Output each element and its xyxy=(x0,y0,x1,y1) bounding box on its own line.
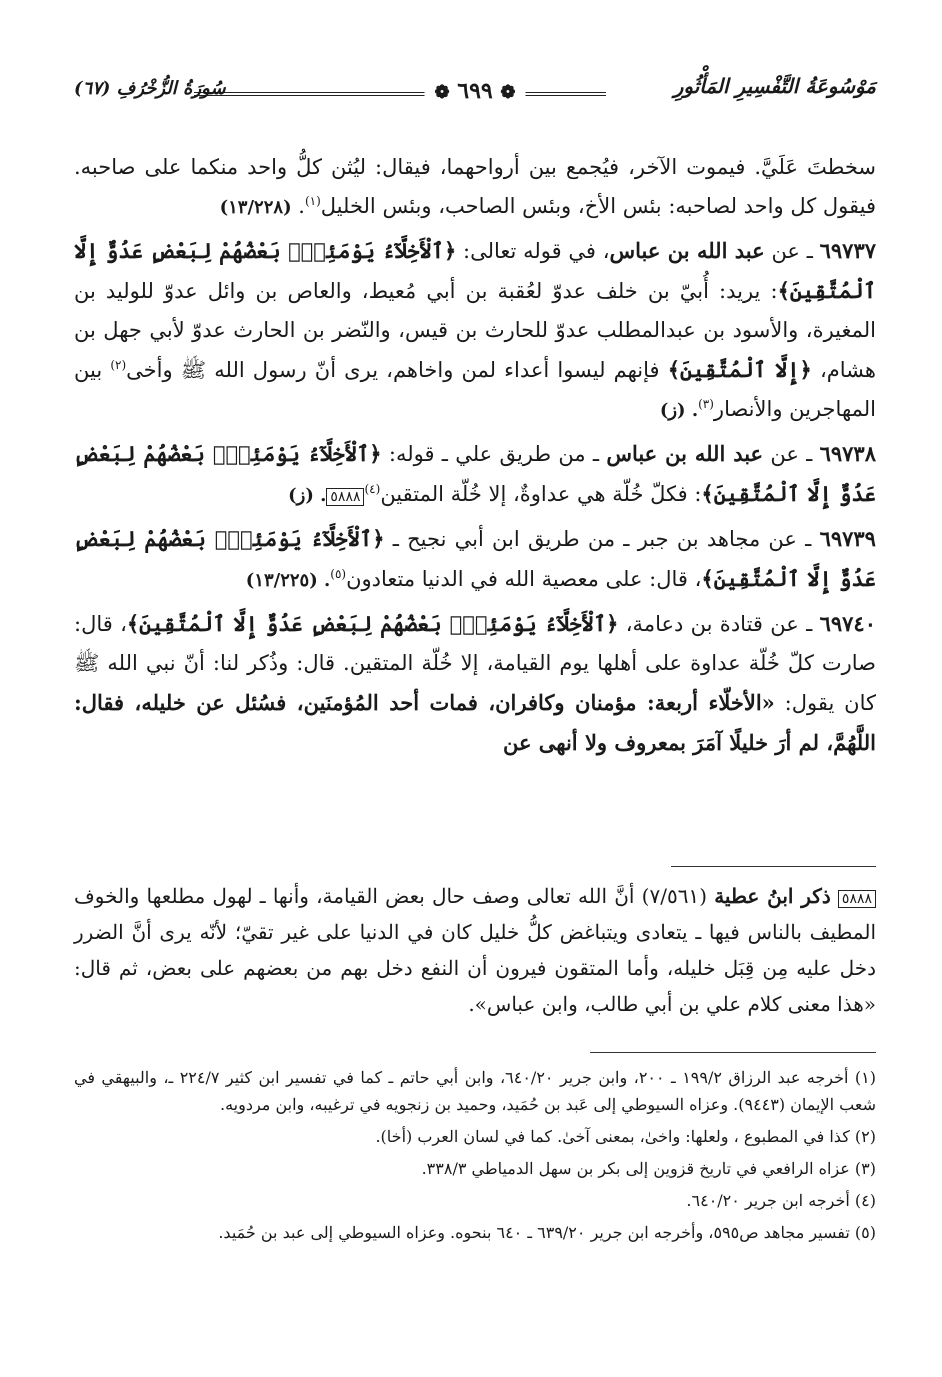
book-title: مَوْسُوعَةُ التَّفْسِيرِ المَأْثُورِ xyxy=(673,74,876,98)
footnote-marker: (٤) xyxy=(364,482,381,496)
quran-verse: ﴿ٱلْأَخِلَّآءُ يَوْمَئِذٍۭ بَعْضُهُمْ لِبَعْضٍ عَدُوٌّ إِلَّا ٱلْمُتَّقِينَ﴾ xyxy=(74,238,876,303)
source-reference: . (ز) xyxy=(659,400,699,421)
commentary-reference: (٧/٥٦١) xyxy=(641,884,707,908)
footnotes xyxy=(74,1064,876,1251)
footnote-item: (٢) كذا في المطبوع ، ولعلها: واخىٰ، بمعنى آخىٰ. كما في لسان العرب (أخا). xyxy=(375,1127,876,1146)
narration-number: ٦٩٧٤٠ xyxy=(819,611,876,636)
hadith-text: «الأخلّاء أربعة: مؤمنان وكافران، فمات أحد المُؤمنَين، فسُئل عن خليله، فقال: اللَّهُمَّ، لم أرَ خليلًا آمَرَ بمعروف ولا أنهى عن xyxy=(74,690,876,755)
narration-69739: ٦٩٧٣٩ ـ عن مجاهد بن جبر ـ من طريق ابن أبي نجيح ـ ﴿ٱلْأَخِلَّآءُ يَوْمَئِذٍۭ بَعْضُهُمْ لِبَعْضٍ عَدُوٌّ إِلَّا ٱلْمُتَّقِينَ﴾، قال: على معصية الله في الدنيا متعادون$^{(٥)}$. (١٣/٢٢٥) xyxy=(74,526,876,591)
quran-verse: ﴿ٱلْأَخِلَّآءُ يَوْمَئِذٍۭ بَعْضُهُمْ لِبَعْضٍ عَدُوٌّ إِلَّا ٱلْمُتَّقِينَ﴾ xyxy=(126,611,619,636)
narration-number: ٦٩٧٣٩ xyxy=(819,526,876,551)
footnote-item: (٤) أخرجه ابن جرير ٦٤٠/٢٠. xyxy=(686,1191,876,1210)
footnote-item: (٣) عزاه الرافعي في تاريخ قزوين إلى بكر بن سهل الدمياطي ٣٣٨/٣. xyxy=(421,1159,876,1178)
ornament-icon: ❁ xyxy=(434,82,450,103)
footnote-marker: (٢) xyxy=(110,358,127,372)
commentary-number-box: ٥٨٨٨ xyxy=(838,890,876,908)
narration-69740: ٦٩٧٤٠ ـ عن قتادة بن دعامة، ﴿ٱلْأَخِلَّآءُ يَوْمَئِذٍۭ بَعْضُهُمْ لِبَعْضٍ عَدُوٌّ إِلَّا ٱلْمُتَّقِينَ﴾، قال: صارت كلّ خُلّة عداوة على أهلها يوم القيامة، إلا خُلّة المتقين. قال: وذُكر لنا: أنّ نبي الله ﷺ كان يقول: «الأخلّاء أربعة: مؤمنان وكافران، فمات أحد المُؤمنَين، فسُئل عن خليله، فقال: اللَّهُمَّ، لم أرَ خليلًا آمَرَ بمعروف ولا أنهى عن xyxy=(74,611,876,755)
ornament-icon: ❁ xyxy=(500,82,516,103)
page-number-block xyxy=(425,78,526,104)
footnote-item: (٥) تفسير مجاهد ص٥٩٥، وأخرجه ابن جرير ٦٣٩/٢٠ ـ ٦٤٠ بنحوه. وعزاه السيوطي إلى عبد بن حُمَيد. xyxy=(218,1223,876,1242)
footnote-marker: (٣) xyxy=(698,397,714,411)
commentary-separator xyxy=(671,866,876,867)
footnote-marker: (٥) xyxy=(330,567,347,581)
narration-number: ٦٩٧٣٨ xyxy=(819,441,876,466)
quran-verse: ﴿ٱلْأَخِلَّآءُ يَوْمَئِذٍۭ بَعْضُهُمْ لِبَعْضٍ عَدُوٌّ إِلَّا ٱلْمُتَّقِينَ﴾ xyxy=(74,441,876,506)
narrator-name: عبد الله بن عباس xyxy=(609,238,765,263)
commentary-block xyxy=(74,878,876,1022)
narration-69738: ٦٩٧٣٨ ـ عن عبد الله بن عباس ـ من طريق علي ـ قوله: ﴿ٱلْأَخِلَّآءُ يَوْمَئِذٍۭ بَعْضُهُمْ لِبَعْضٍ عَدُوٌّ إِلَّا ٱلْمُتَّقِينَ﴾: فكلّ خُلّة هي عداوةٌ، إلا خُلّة المتقين$^{(٤)}$٥٨٨٨. (ز) xyxy=(74,441,876,506)
footnote-separator xyxy=(590,1052,876,1053)
quran-verse: ﴿إِلَّا ٱلْمُتَّقِينَ﴾ xyxy=(667,357,812,382)
footnote-item: (١) أخرجه عبد الرزاق ١٩٩/٢ ـ ٢٠٠، وابن جرير ٦٤٠/٢٠، وابن أبي حاتم ـ كما في تفسير ابن كثير ٢٢٤/٧ ـ، والبيهقي في شعب الإيمان (٩٤٤٣). وعزاه السيوطي إلى عَبد بن حُمَيد، وحميد بن زنجويه في ترغيبه، وابن مردويه. xyxy=(74,1068,877,1114)
commentary-link-box[interactable]: ٥٨٨٨ xyxy=(326,488,364,506)
commentary-lead: ذكر ابنُ عطية xyxy=(714,884,831,908)
source-reference: . (١٣/٢٢٥) xyxy=(245,570,331,591)
narration-69737: ٦٩٧٣٧ ـ عن عبد الله بن عباس، في قوله تعالى: ﴿ٱلْأَخِلَّآءُ يَوْمَئِذٍۭ بَعْضُهُمْ لِبَعْضٍ عَدُوٌّ إِلَّا ٱلْمُتَّقِينَ﴾: يريد: أُبيّ بن خلف عدوّ لعُقبة بن أبي مُعيط، والعاص بن وائل عدوّ للوليد بن المغيرة، والأسود بن عبدالمطلب عدوّ للحارث بن قيس، والنّضر بن الحارث عدوّ لأبي جهل بن هشام، ﴿إِلَّا ٱلْمُتَّقِينَ﴾ فإنهم ليسوا أعداء لمن واخاهم، يرى أنّ رسول الله ﷺ وأخى$^{(٢)}$ بين المهاجرين والأنصار$^{(٣)}$. (ز) xyxy=(74,238,877,421)
surah-label: سُورَةُ الزُّخْرُفِ (٦٧) xyxy=(74,78,226,99)
source-reference: . (ز) xyxy=(288,485,327,506)
header-rule xyxy=(194,92,606,96)
page-header xyxy=(74,74,876,114)
source-reference: (١٣/٢٢٨) xyxy=(219,197,292,218)
commentary-text: أنَّ الله تعالى وصف حال بعض القيامة، وأنها ـ لهول مطلعها والخوف المطيف بالناس فيها ـ يتعادى ويتباغض كلُّ خليل كان في الدنيا على غير تقيّ؛ لأنّه يرى أنَّ الضرر دخل عليه مِن قِبَل خليله، وأما المتقون فيرون أن النفع دخل بهم من بعضهم على بعض، ثم قال: «هذا معنى كلام علي بن أبي طالب، وابن عباس». xyxy=(74,884,876,1016)
narrator-name: عبد الله بن عباس xyxy=(606,441,764,466)
narration-number: ٦٩٧٣٧ xyxy=(819,238,877,263)
quran-verse: ﴿ٱلْأَخِلَّآءُ يَوْمَئِذٍۭ بَعْضُهُمْ لِبَعْضٍ عَدُوٌّ إِلَّا ٱلْمُتَّقِينَ﴾ xyxy=(74,526,876,591)
page-number: ٦٩٩ xyxy=(457,78,493,104)
main-text xyxy=(74,148,876,767)
paragraph-continuation: سخطتَ عَلَيَّ. فيموت الآخر، فيُجمع بين أرواحهما، فيقال: ليُثن كلُّ واحد منكما على صاحبه. فيقول كل واحد لصاحبه: بئس الأخ، وبئس الصاحب، وبئس الخليل$^{(١)}$. (١٣/٢٢٨) xyxy=(74,155,876,218)
footnote-marker: (١) xyxy=(304,194,321,208)
